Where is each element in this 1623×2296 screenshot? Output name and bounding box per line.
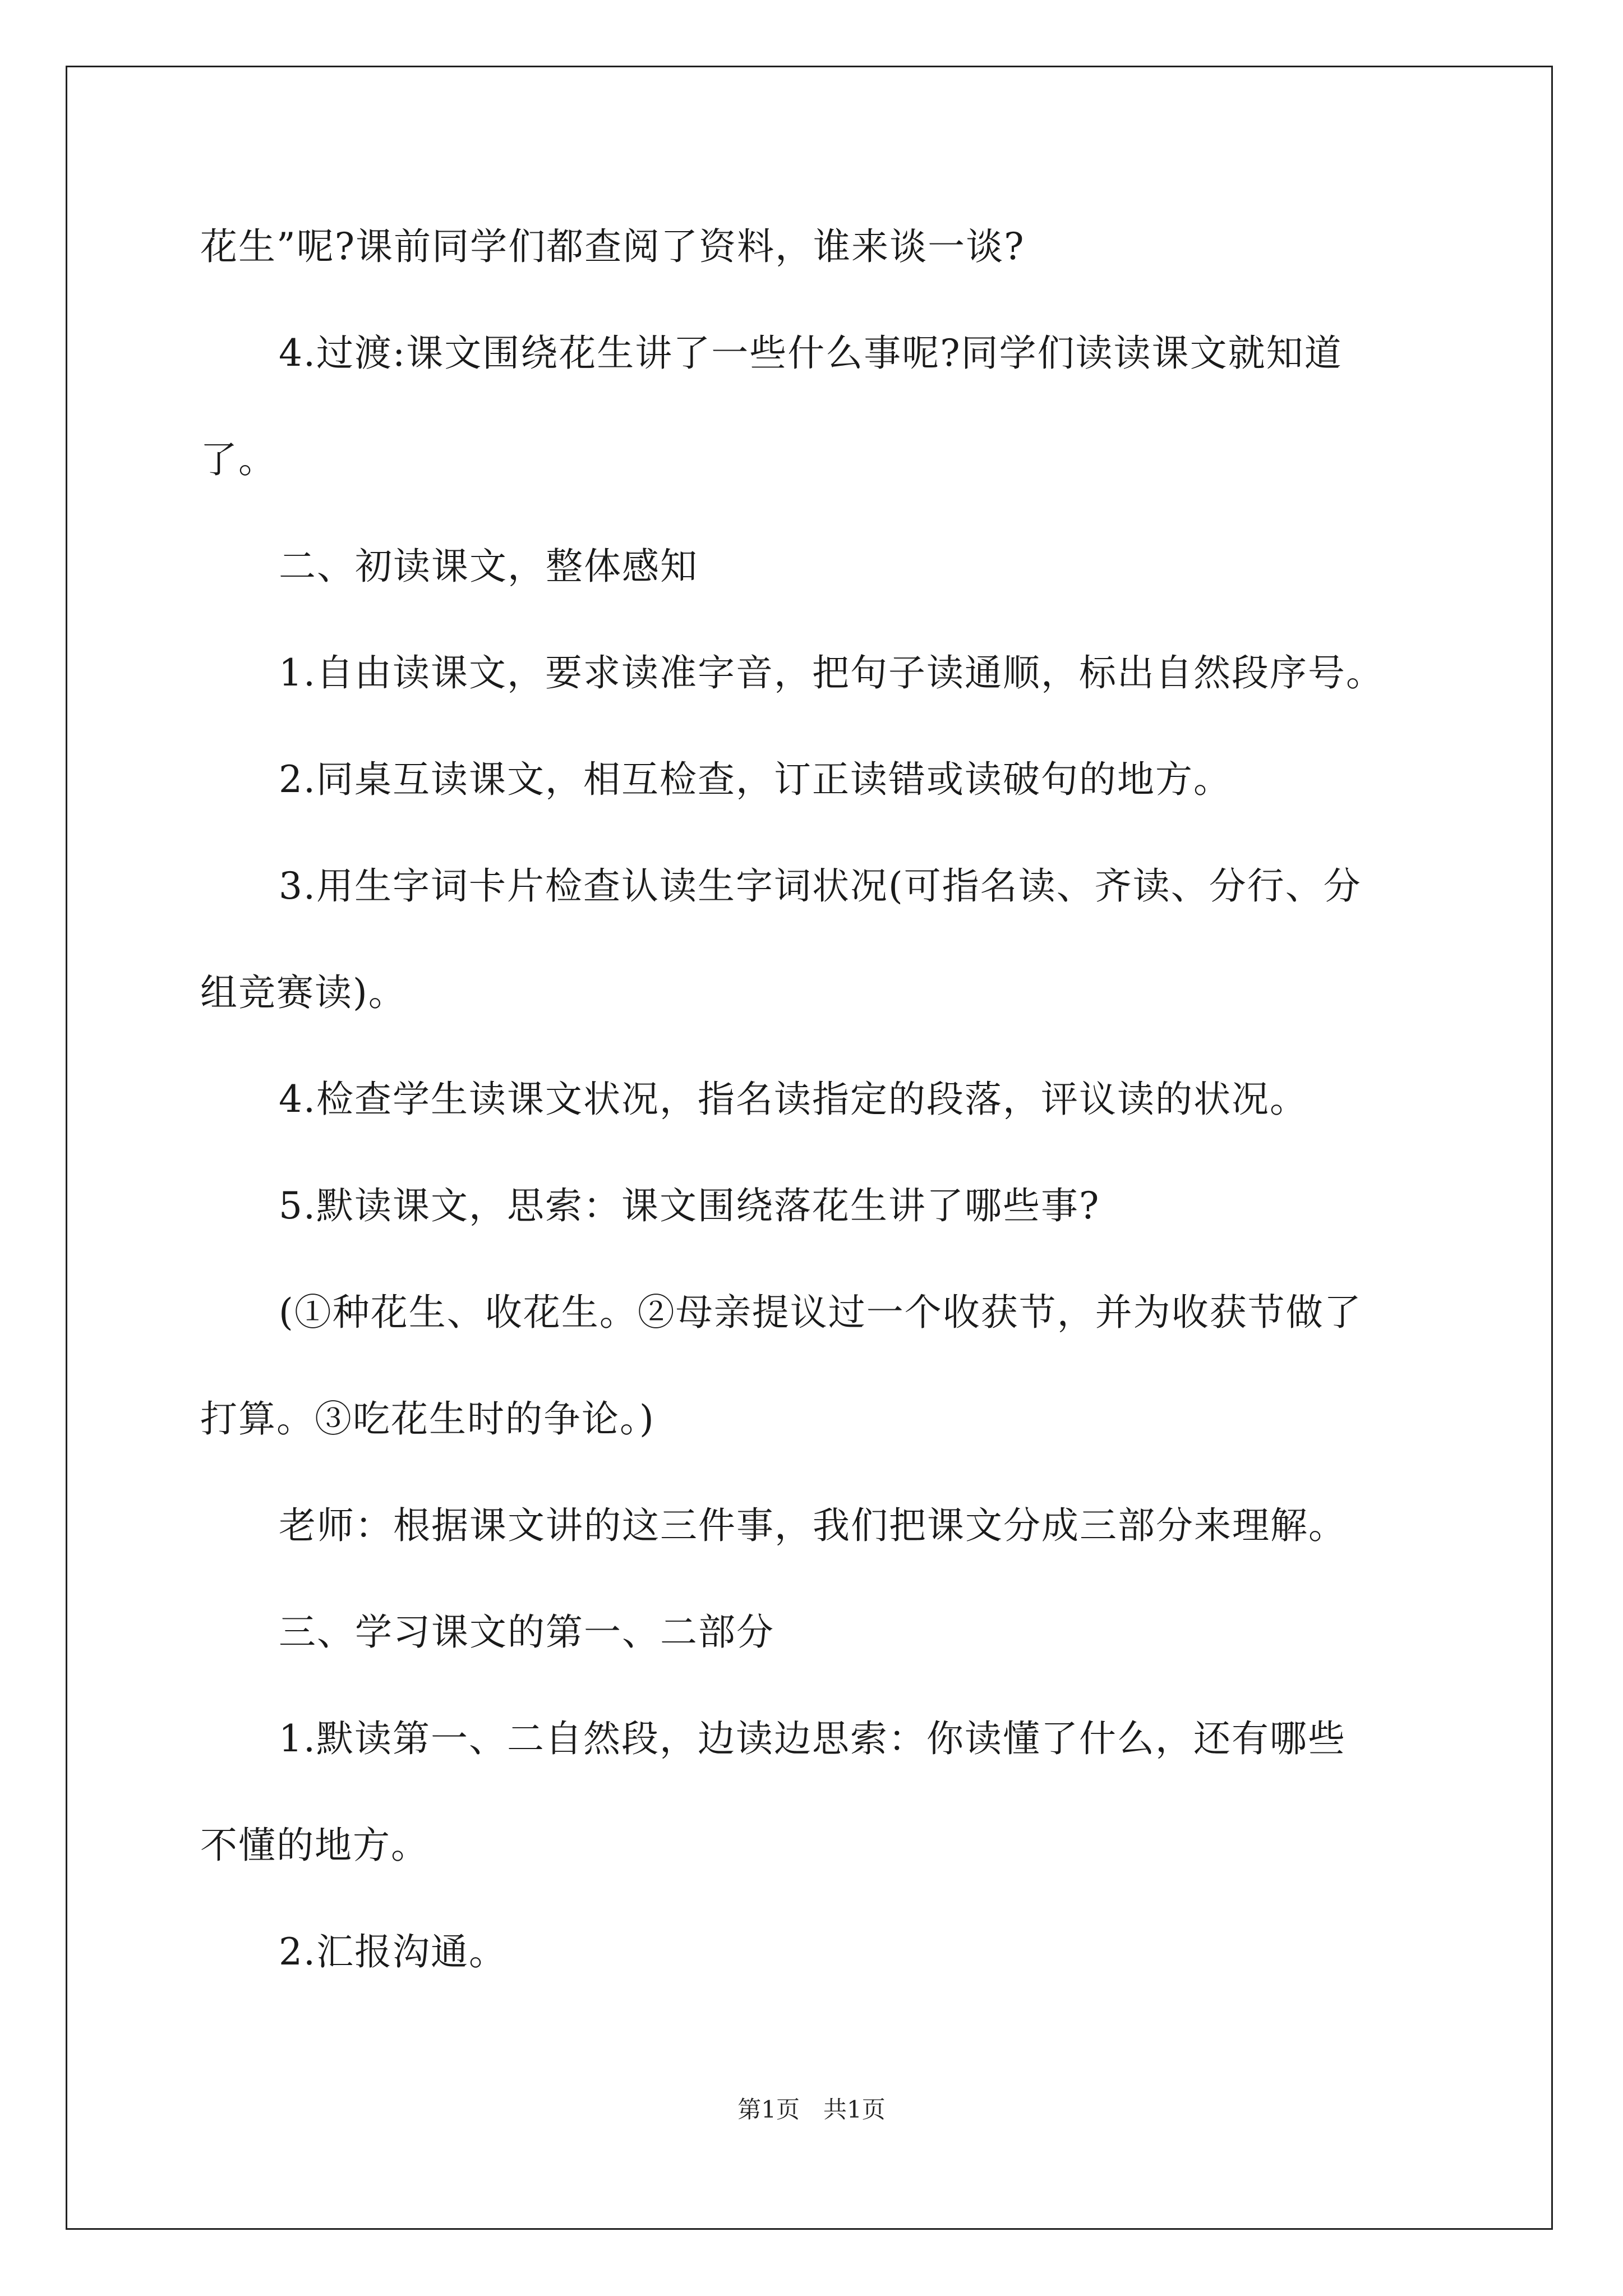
- text-line-12: 打算。③吃花生时的争论。): [200, 1397, 655, 1441]
- text-line-3: 了。: [200, 438, 276, 481]
- text-line-17: 2.汇报沟通。: [279, 1930, 507, 1973]
- text-line-11: (①种花生、收花生。②母亲提议过一个收获节，并为收获节做了: [279, 1291, 1362, 1334]
- text-line-6: 2.同桌互读课文，相互检查，订正读错或读破句的地方。: [279, 758, 1232, 801]
- text-line-8: 组竞赛读)。: [200, 971, 407, 1014]
- text-line-16: 不懂的地方。: [200, 1824, 429, 1867]
- text-line-10: 5.默读课文，思索：课文围绕落花生讲了哪些事?: [279, 1184, 1100, 1227]
- page-number-footer: 第1页 共1页: [737, 2096, 886, 2123]
- section-heading-3: 三、学习课文的第一、二部分: [279, 1611, 774, 1654]
- text-line-9: 4.检查学生读课文状况，指名读指定的段落，评议读的状况。: [279, 1078, 1308, 1121]
- section-heading-2: 二、初读课文，整体感知: [279, 545, 698, 588]
- text-line-2: 4.过渡:课文围绕花生讲了一些什么事呢?同学们读读课文就知道: [279, 332, 1343, 375]
- text-line-15: 1.默读第一、二自然段，边读边思索：你读懂了什么，还有哪些: [279, 1717, 1346, 1760]
- text-line-1: 花生”呢?课前同学们都查阅了资料，谁来谈一谈?: [200, 225, 1025, 268]
- page-frame: [66, 66, 1553, 2230]
- text-line-7: 3.用生字词卡片检查认读生字词状况(可指名读、齐读、分行、分: [279, 864, 1362, 908]
- text-line-5: 1.自由读课文，要求读准字音，把句子读通顺，标出自然段序号。: [279, 651, 1384, 694]
- text-line-13: 老师：根据课文讲的这三件事，我们把课文分成三部分来理解。: [279, 1504, 1347, 1547]
